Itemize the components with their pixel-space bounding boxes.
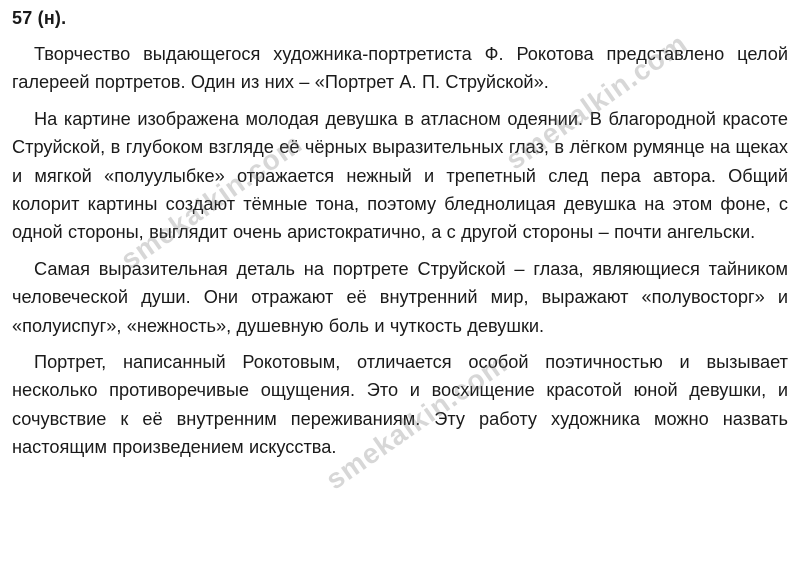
exercise-number: 57 (н). (12, 8, 67, 28)
paragraph-2: На картине изображена молодая девушка в атласном одеянии. В благородной красоте Струйской, в глубоком взгляде её чёрных выразительных глаз, в лёгком румянце на щеках и мягкой «полуулыбке» отражается нежный и трепетный след пера автора. Общий колорит картины создают тёмные тона, поэтому бледнолицая девушка на этом фоне, с одной стороны, выглядит очень аристократично, а с другой стороны – почти ангельски. (12, 108, 788, 243)
watermark: smekalkin.com (320, 347, 513, 496)
paragraph-3: Самая выразительная деталь на портрете Струйской – глаза, являющиеся тайником человеческой души. Они отражают её внутренний мир, выражают «полувосторг» и «полуиспуг», «нежность», душевную боль и чуткость девушки. (12, 258, 788, 336)
essay-text (12, 40, 788, 470)
paragraph-1: Творчество выдающегося художника-портретиста Ф. Рокотова представлено целой галереей портретов. Один из них – «Портрет А. П. Струйской». (12, 44, 788, 93)
watermark: smekalkin.com (500, 27, 693, 176)
watermark: smekalkin.com (115, 127, 308, 276)
paragraph-4: Портрет, написанный Рокотовым, отличается особой поэтичностью и вызывает несколько противоречивые ощущения. Это и восхищение красотой юной девушки, и сочувствие к её внутренним переживаниям. Эту работу художника можно назвать настоящим произведением искусства. (12, 352, 788, 458)
